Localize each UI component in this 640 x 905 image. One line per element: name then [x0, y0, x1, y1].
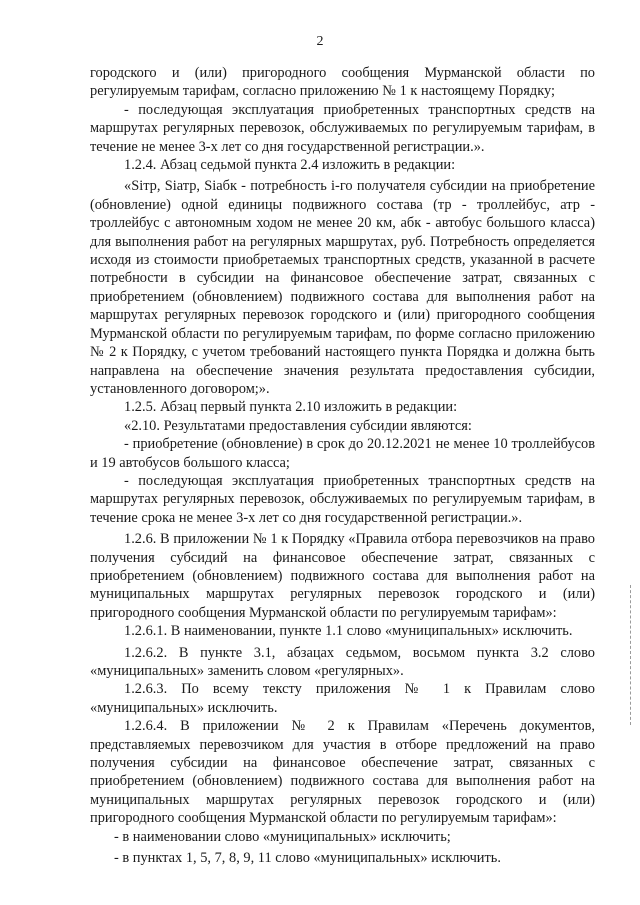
document-body [90, 64, 595, 867]
paragraph: городского и (или) пригородного сообщения Мурманской области по регулируемым тарифам, согласно приложению № 1 к настоящему Порядку; [90, 65, 595, 100]
paragraph: 1.2.6. В приложении № 1 к Порядку «Правила отбора перевозчиков на право получения субсидий на финансовое обеспечение затрат, связанных с приобретением (обновлением) подвижного состава для выполнения работ на муниципальных маршрутах регулярных перевозок городского и (или) пригородного сообщения Мурманской области по регулируемым тарифам»: [90, 531, 595, 621]
paragraph: 1.2.6.2. В пункте 3.1, абзацах седьмом, восьмом пункта 3.2 слово «муниципальных» заменить словом «регулярных». [90, 644, 595, 679]
page-number: 2 [316, 34, 324, 49]
paragraph: «2.10. Результатами предоставления субсидии являются: [124, 417, 472, 434]
paragraph: 1.2.6.1. В наименовании, пункте 1.1 слово «муниципальных» исключить. [124, 623, 573, 640]
paragraph: 1.2.5. Абзац первый пункта 2.10 изложить в редакции: [124, 399, 458, 416]
paragraph: 1.2.6.3. По всему тексту приложения № 1 к Правилам слово «муниципальных» исключить. [90, 681, 595, 716]
paragraph: - последующая эксплуатация приобретенных транспортных средств на маршрутах регулярных перевозок, обслуживаемых по регулируемым тарифам, в течение не менее 3-х лет со дня государственной регистрации.». [90, 101, 595, 155]
scan-edge-mark [630, 585, 633, 725]
paragraph: - в пунктах 1, 5, 7, 8, 9, 11 слово «муниципальных» исключить. [114, 850, 501, 867]
paragraph: «Sітр, Sіатр, Sіабк - потребность і-го получателя субсидии на приобретение (обновление) одной единицы подвижного состава (тр - троллейбус, атр - троллейбус с автономным ходом не менее 20 км, абк - автобус большого класса) для выполнения работ на регулярных маршрутах, руб. Потребность определяется исходя из стоимости приобретаемых транспортных средств, указанной в расчете потребности в субсидии на финансовое обеспечение затрат, связанных с приобретением (обновлением) подвижного состава для выполнения работ на маршрутах регулярных перевозок городского и (или) пригородного сообщения Мурманской области по регулируемым тарифам, по форме согласно приложению № 2 к Порядку, с учетом требований настоящего пункта Порядка и должна быть направлена на обеспечение значения результата предоставления субсидии, установленного договором;». [90, 178, 595, 397]
paragraph: 1.2.4. Абзац седьмой пункта 2.4 изложить в редакции: [124, 157, 456, 174]
paragraph: - в наименовании слово «муниципальных» исключить; [114, 828, 451, 845]
paragraph: - приобретение (обновление) в срок до 20.12.2021 не менее 10 троллейбусов и 19 автобусов большого класса; [90, 436, 595, 471]
paragraph: - последующая эксплуатация приобретенных транспортных средств на маршрутах регулярных перевозок, обслуживаемых по регулируемым тарифам, в течение срока не менее 3-х лет со дня государственной регистрации.». [90, 472, 595, 526]
paragraph: 1.2.6.4. В приложении № 2 к Правилам «Перечень документов, представляемых перевозчиком для участия в отборе предложений на право получения субсидии на финансовое обеспечение затрат, связанных с приобретением (обновлением) подвижного состава для выполнения работ на муниципальных маршрутах регулярных перевозок городского и (или) пригородного сообщения Мурманской области по регулируемым тарифам»: [90, 718, 595, 827]
